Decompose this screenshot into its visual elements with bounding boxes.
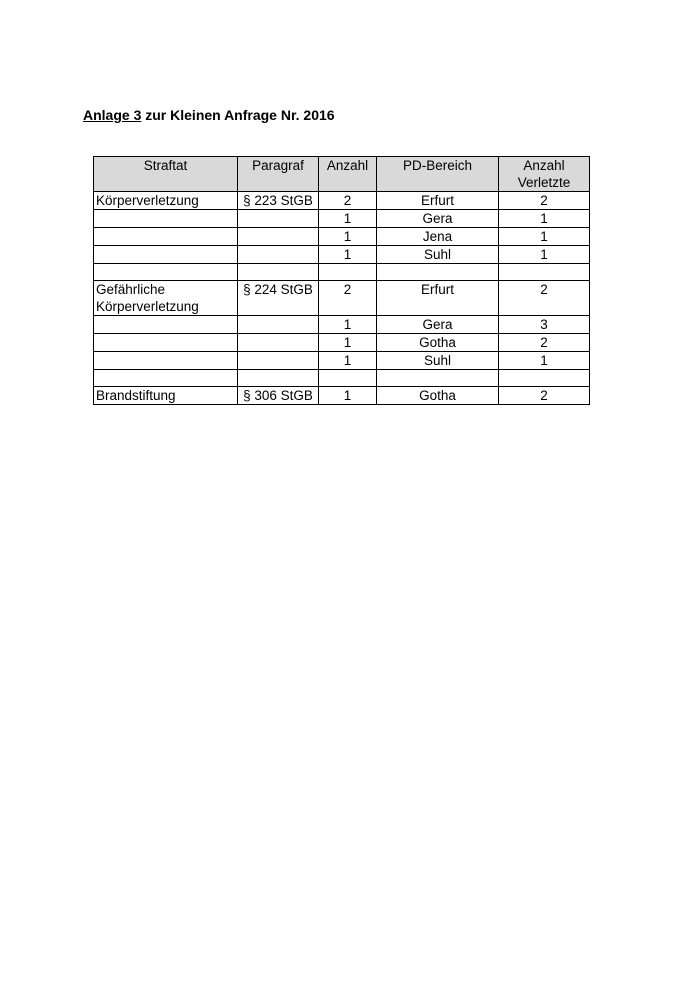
header-paragraf: Paragraf — [238, 157, 319, 192]
table-row — [94, 192, 590, 210]
cell-verletzte — [499, 370, 590, 387]
cell-pd-bereich: Gera — [377, 316, 499, 334]
cell-anzahl: 1 — [319, 210, 377, 228]
cell-straftat — [94, 210, 238, 228]
table-row-spacer — [94, 264, 590, 281]
cell-anzahl: 1 — [319, 387, 377, 405]
cell-paragraf — [238, 228, 319, 246]
header-pd-bereich: PD-Bereich — [377, 157, 499, 192]
cell-pd-bereich: Gotha — [377, 387, 499, 405]
cell-anzahl: 1 — [319, 228, 377, 246]
cell-verletzte: 1 — [499, 246, 590, 264]
offense-table — [93, 156, 590, 405]
cell-verletzte: 2 — [499, 334, 590, 352]
cell-verletzte: 2 — [499, 387, 590, 405]
cell-anzahl: 1 — [319, 352, 377, 370]
cell-paragraf — [238, 316, 319, 334]
cell-verletzte: 1 — [499, 228, 590, 246]
table-row-spacer — [94, 370, 590, 387]
cell-pd-bereich: Erfurt — [377, 192, 499, 210]
cell-straftat: Körperverletzung — [94, 192, 238, 210]
header-anzahl-verletzte — [499, 157, 590, 192]
title-underlined: Anlage 3 — [83, 107, 142, 123]
cell-verletzte: 1 — [499, 210, 590, 228]
table-row — [94, 228, 590, 246]
header-anzahl-verletzte-line1: Anzahl — [523, 158, 565, 173]
cell-paragraf — [238, 334, 319, 352]
cell-verletzte: 2 — [499, 192, 590, 210]
cell-paragraf — [238, 246, 319, 264]
cell-anzahl: 2 — [319, 192, 377, 210]
cell-paragraf — [238, 352, 319, 370]
table-row — [94, 281, 590, 316]
document-title — [83, 107, 335, 123]
cell-anzahl — [319, 264, 377, 281]
cell-paragraf — [238, 210, 319, 228]
table-row — [94, 387, 590, 405]
table-row — [94, 352, 590, 370]
cell-anzahl: 1 — [319, 246, 377, 264]
cell-paragraf — [238, 264, 319, 281]
cell-straftat — [94, 370, 238, 387]
cell-straftat — [94, 352, 238, 370]
header-anzahl-verletzte-line2: Verletzte — [517, 175, 571, 190]
cell-straftat — [94, 228, 238, 246]
table-row — [94, 316, 590, 334]
table-row — [94, 210, 590, 228]
cell-pd-bereich — [377, 264, 499, 281]
cell-paragraf — [238, 370, 319, 387]
header-straftat: Straftat — [94, 157, 238, 192]
cell-anzahl: 2 — [319, 281, 377, 316]
cell-verletzte: 1 — [499, 352, 590, 370]
cell-pd-bereich: Suhl — [377, 352, 499, 370]
cell-straftat — [94, 264, 238, 281]
cell-verletzte: 2 — [499, 281, 590, 316]
cell-pd-bereich: Suhl — [377, 246, 499, 264]
cell-paragraf: § 306 StGB — [238, 387, 319, 405]
table-row — [94, 334, 590, 352]
table-header-row — [94, 157, 590, 192]
cell-anzahl: 1 — [319, 334, 377, 352]
cell-straftat — [94, 281, 238, 316]
cell-verletzte — [499, 264, 590, 281]
table-row — [94, 246, 590, 264]
cell-anzahl: 1 — [319, 316, 377, 334]
cell-straftat — [94, 246, 238, 264]
cell-straftat-line2: Körperverletzung — [96, 299, 199, 314]
cell-paragraf: § 224 StGB — [238, 281, 319, 316]
cell-paragraf: § 223 StGB — [238, 192, 319, 210]
cell-pd-bereich: Erfurt — [377, 281, 499, 316]
cell-pd-bereich: Gotha — [377, 334, 499, 352]
cell-straftat — [94, 334, 238, 352]
cell-straftat — [94, 316, 238, 334]
cell-pd-bereich — [377, 370, 499, 387]
cell-straftat: Brandstiftung — [94, 387, 238, 405]
title-rest: zur Kleinen Anfrage Nr. 2016 — [141, 107, 335, 123]
cell-verletzte: 3 — [499, 316, 590, 334]
cell-anzahl — [319, 370, 377, 387]
cell-straftat-line1: Gefährliche — [96, 282, 166, 297]
cell-pd-bereich: Gera — [377, 210, 499, 228]
header-anzahl: Anzahl — [319, 157, 377, 192]
cell-pd-bereich: Jena — [377, 228, 499, 246]
